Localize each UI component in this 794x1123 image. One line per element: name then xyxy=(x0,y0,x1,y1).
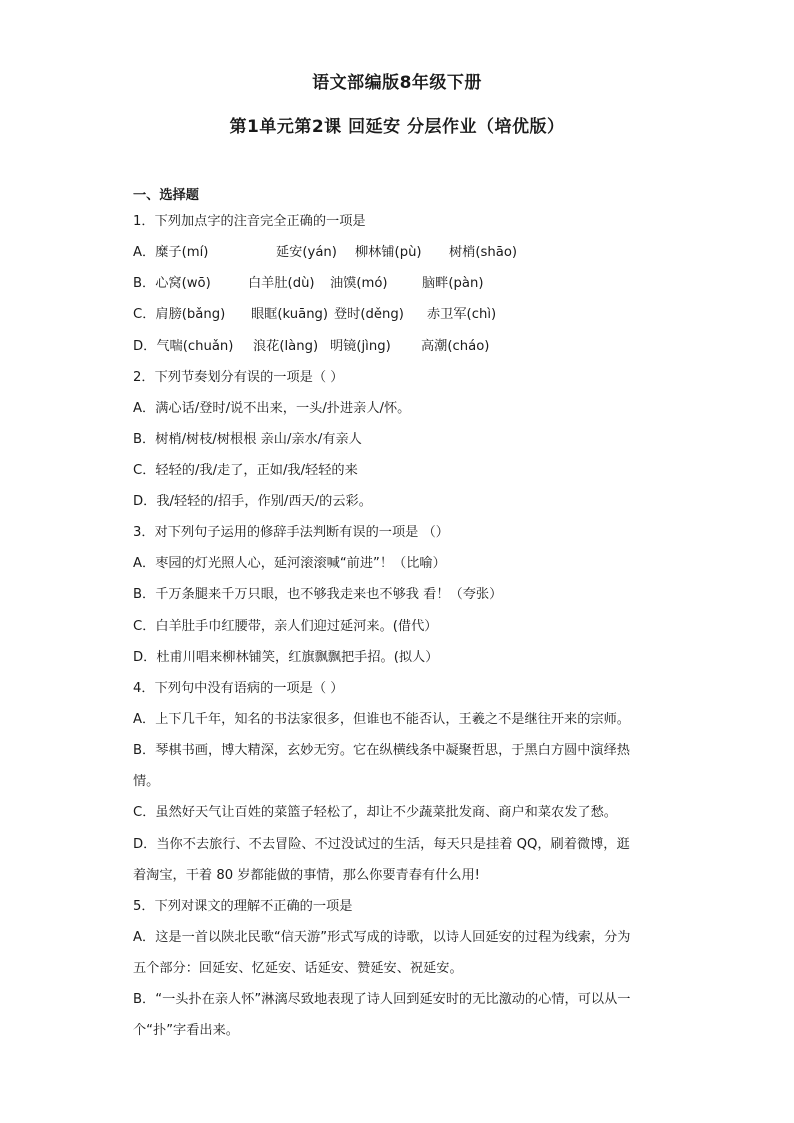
question-2-option-a: A．满心话/登时/说不出来，一头/扑进亲人/怀。 xyxy=(133,401,411,416)
question-4-option-d-line1: D．当你不去旅行、不去冒险、不过没试过的生活，每天只是挂着 QQ，刷着微博，逛 xyxy=(133,837,630,852)
option-part: 脑畔(pàn) xyxy=(422,276,484,291)
question-1-stem: 1．下列加点字的注音完全正确的一项是 xyxy=(133,214,366,229)
question-2-option-b: B．树梢/树枝/树根根 亲山/亲水/有亲人 xyxy=(133,432,362,447)
question-4-option-c: C．虽然好天气让百姓的菜篮子轻松了，却让不少蔬菜批发商、商户和菜农发了愁。 xyxy=(133,805,617,820)
option-part: 白羊肚(dù) xyxy=(248,276,315,291)
option-part: A．糜子(mí) xyxy=(133,245,209,260)
option-part: 赤卫军(chì) xyxy=(427,307,497,322)
question-3-option-a: A．枣园的灯光照人心，延河滚滚喊“前进”！（比喻） xyxy=(133,556,446,571)
question-5-option-a-line2: 五个部分：回延安、忆延安、话延安、赞延安、祝延安。 xyxy=(133,961,463,976)
option-part: 登时(děng) xyxy=(334,307,404,322)
question-5-option-b-line2: 个“扑”字看出来。 xyxy=(133,1023,239,1038)
option-part: 树梢(shāo) xyxy=(449,245,518,260)
option-part: B．心窝(wō) xyxy=(133,276,211,291)
question-3-option-c: C．白羊肚手巾红腰带，亲人们迎过延河来。(借代） xyxy=(133,619,438,634)
question-4-option-b-line1: B．琴棋书画，博大精深，玄妙无穷。它在纵横线条中凝聚哲思，于黑白方圆中演绎热 xyxy=(133,743,630,758)
question-2-option-c: C．轻轻的/我/走了，正如/我/轻轻的来 xyxy=(133,463,358,478)
question-3-option-d: D．杜甫川唱来柳林铺笑，红旗飘飘把手招。(拟人） xyxy=(133,650,439,665)
question-4-option-d-line2: 着淘宝，干着 80 岁都能做的事情，那么你要青春有什么用! xyxy=(133,868,480,883)
section-heading: 一、选择题 xyxy=(133,188,199,203)
question-5-option-a-line1: A．这是一首以陕北民歌“信天游”形式写成的诗歌，以诗人回延安的过程为线索，分为 xyxy=(133,930,631,945)
option-part: 高潮(cháo) xyxy=(421,339,490,354)
document-subtitle: 第1单元第2课 回延安 分层作业（培优版） xyxy=(229,117,565,137)
option-part: 延安(yán) xyxy=(276,245,337,260)
question-4-option-b-line2: 情。 xyxy=(133,774,160,789)
option-part: 明镜(jìng) xyxy=(330,339,391,354)
question-3-option-b: B．千万条腿来千万只眼，也不够我走来也不够我 看！（夸张） xyxy=(133,587,503,602)
question-4-stem: 4．下列句中没有语病的一项是（ ） xyxy=(133,681,344,696)
option-part: 眼眶(kuāng) xyxy=(251,307,329,322)
document-title: 语文部编版8年级下册 xyxy=(312,73,482,93)
option-part: D．气喘(chuǎn) xyxy=(133,339,234,354)
question-4-option-a: A．上下几千年，知名的书法家很多，但谁也不能否认，王羲之不是继往开来的宗师。 xyxy=(133,712,630,727)
option-part: 柳林铺(pù) xyxy=(355,245,422,260)
question-5-stem: 5．下列对课文的理解不正确的一项是 xyxy=(133,899,353,914)
option-part: 浪花(làng) xyxy=(253,339,319,354)
option-part: 油馍(mó) xyxy=(330,276,388,291)
question-5-option-b-line1: B．“一头扑在亲人怀”淋漓尽致地表现了诗人回到延安时的无比激动的心情，可以从一 xyxy=(133,992,631,1007)
question-2-option-d: D．我/轻轻的/招手，作别/西天/的云彩。 xyxy=(133,494,372,509)
question-2-stem: 2．下列节奏划分有误的一项是（ ） xyxy=(133,370,344,385)
option-part: C．肩膀(bǎng) xyxy=(133,307,226,322)
question-3-stem: 3．对下列句子运用的修辞手法判断有误的一项是 （） xyxy=(133,525,449,540)
